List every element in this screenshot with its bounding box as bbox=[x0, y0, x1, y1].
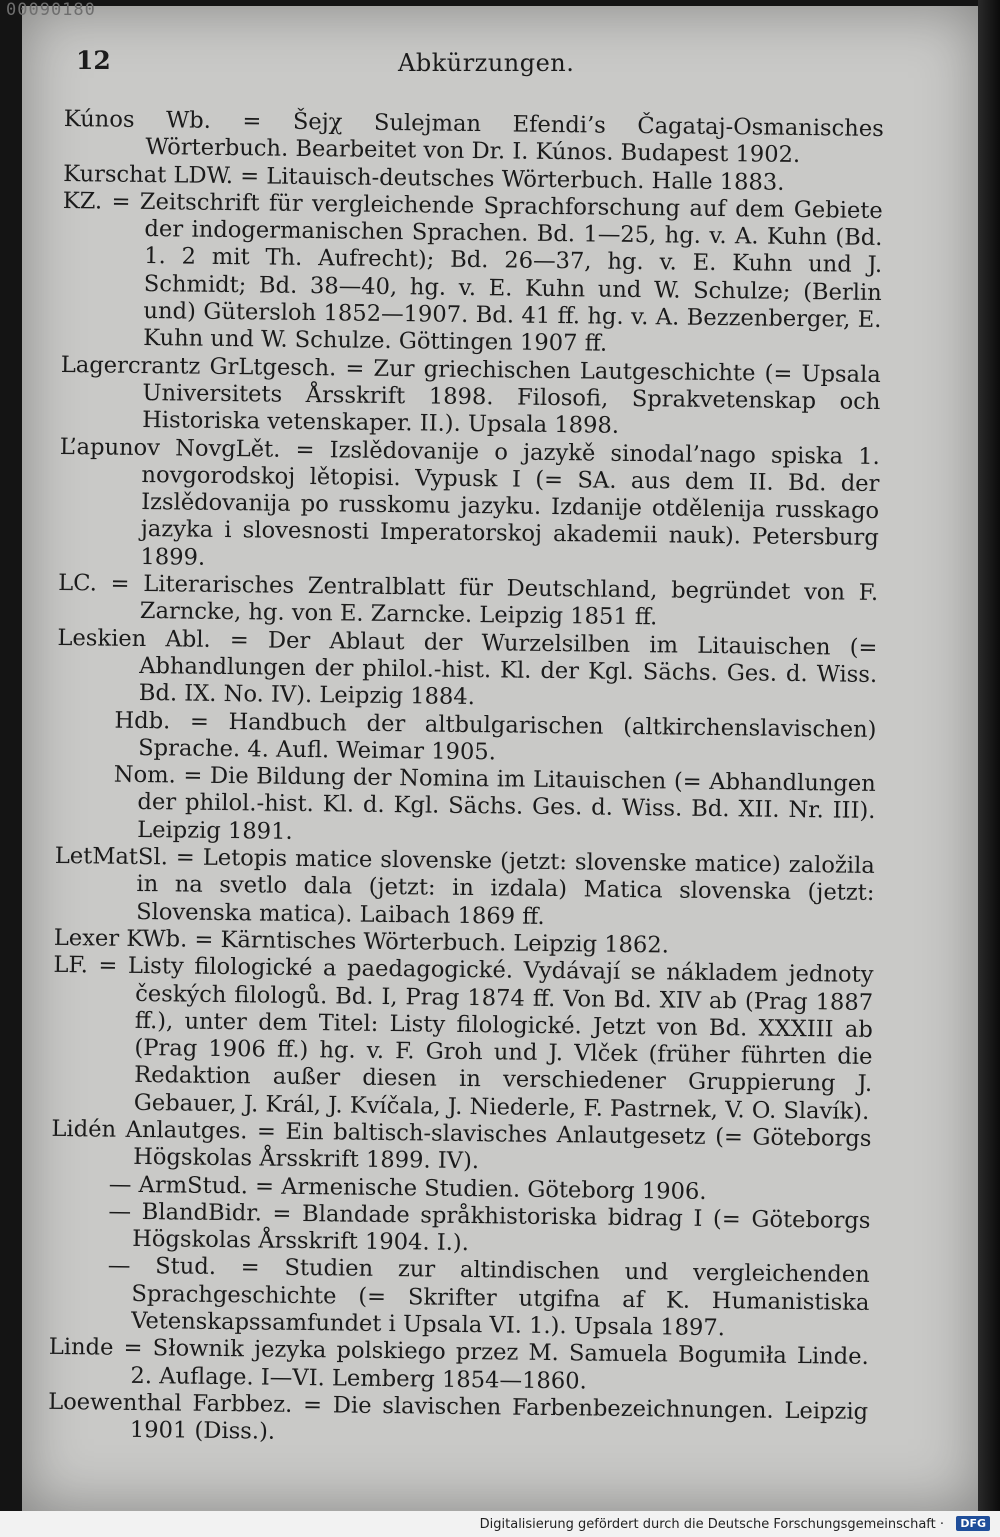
list-item: Nom. = Die Bildung der Nomina im Litauischen (= Abhandlungen der philol.-hist. Kl. d. Kgl. Sächs. Ges. d. Wiss. Bd. XII. Nr. III). Leipzig 1891. bbox=[113, 761, 876, 845]
list-item: Leskien Abl. = Der Ablaut der Wurzelsilben im Litauischen (= Abhandlungen der philol.-hist. Kl. der Kgl. Sächs. Ges. d. Wiss. Bd. IX. No. IV). Leipzig 1884. bbox=[57, 624, 878, 711]
list-item: — ArmStud. = Armenische Studien. Göteborg 1906. bbox=[108, 1171, 707, 1205]
list-item: LF. = Listy filologické a paedagogické. Vydávají se nákladem jednoty českých filologů. Bd. I, Prag 1874 ff. Von Bd. XIV ab (Prag 1887 ff.), unter dem Titel: Listy filologické. Jetzt von Bd. XXXIII ab (Prag 1906 ff.) hg. v. F. Groh und J. Vlček (früher führten die Redaktion außer diesen in verschiedener Gruppierung J. Gebauer, J. Král, J. Kvíčala, J. Niederle, F. Pastrnek, V. O. Slavík). bbox=[53, 952, 874, 1125]
list-item: Linde = Słownik jezyka polskiego przez M. Samuela Bogumiła Linde. 2. Auflage. I—VI. Lemberg 1854—1860. bbox=[48, 1334, 869, 1395]
list-item: Lexer KWb. = Kärntisches Wörterbuch. Leipzig 1862. bbox=[53, 924, 670, 959]
list-item: Loewenthal Farbbez. = Die slavischen Farbenbezeichnungen. Leipzig 1901 (Diss.). bbox=[48, 1388, 869, 1445]
scan-edge bbox=[978, 0, 1000, 1537]
list-item: Kurschat LDW. = Litauisch-deutsches Wörterbuch. Halle 1883. bbox=[63, 160, 785, 196]
list-item: KZ. = Zeitschrift für vergleichende Sprachforschung auf dem Gebiete der indogermanischen Sprachen. Bd. 1—25, hg. v. A. Kuhn (Bd. 1. 2 mit Th. Aufrecht); Bd. 26—37, hg. v. E. Kuhn und J. Schmidt; Bd. 38—40, hg. v. E. Kuhn und W. Schulze; (Berlin und) Gütersloh 1852—1907. Bd. 41 ff. hg. v. A. Bezzenberger, E. Kuhn und W. Schulze. Göttingen 1907 ff. bbox=[62, 187, 883, 358]
list-item: L’apunov NovgLět. = Izslědovanije o jazykě sinodal’nago spiska 1. novgorodskoj lětopisi. Vypusk I (= SA. aus dem II. Bd. der Izslědovanija po russkomu jazyku. Izdanije otdělenija russkago jazyka i slovesnosti Imperatorskoj akademii nauk). Petersburg 1899. bbox=[59, 433, 880, 571]
page-number: 12 bbox=[76, 46, 111, 75]
list-item: Lagercrantz GrLtgesch. = Zur griechischen Lautgeschichte (= Upsala Universitets Årsskrift 1898. Filosofi, Sprakvetenskap och Historiska vetenskaper. II.). Upsala 1898. bbox=[60, 351, 881, 440]
list-item: Lidén Anlautges. = Ein baltisch-slavisches Anlautgesetz (= Göteborgs Högskolas Årsskrift 1899. IV). bbox=[51, 1115, 872, 1175]
footer-credit: Digitalisierung gefördert durch die Deutsche Forschungsgemeinschaft · bbox=[479, 1517, 944, 1532]
list-item: LC. = Literarisches Zentralblatt für Deutschland, begründet von F. Zarncke, hg. von E. Zarncke. Leipzig 1851 ff. bbox=[58, 570, 879, 631]
list-item: — BlandBidr. = Blandade språkhistoriska bidrag I (= Göteborgs Högskolas Årsskrift 1904. I.). bbox=[108, 1198, 871, 1257]
page-title: Abkürzungen. bbox=[398, 49, 575, 77]
list-item: Hdb. = Handbuch der altbulgarischen (altkirchenslavischen) Sprache. 4. Aufl. Weimar 1905. bbox=[114, 707, 877, 766]
dfg-logo-icon: DFG bbox=[956, 1516, 990, 1531]
scan-id: 00090180 bbox=[6, 0, 96, 20]
footer bbox=[0, 1511, 1000, 1537]
list-item: — Stud. = Studien zur altindischen und vergleichenden Sprachgeschichte (= Skrifter utgifna af K. Humanistiska Vetenskapssamfundet i Upsala VI. 1.). Upsala 1897. bbox=[107, 1253, 870, 1342]
book-page bbox=[22, 6, 980, 1511]
list-item: LetMatSl. = Letopis matice slovenske (jetzt: slovenske matice) založila in na svetlo dala (jetzt: in izdala) Matica slovenska (jetzt: Slovenska matica). Laibach 1869 ff. bbox=[54, 842, 875, 930]
abbreviation-list bbox=[48, 106, 884, 1453]
list-item: Kúnos Wb. = Šejχ Sulejman Efendi’s Čagataj-Osmanisches Wörterbuch. Bearbeitet von Dr. I. Kúnos. Budapest 1902. bbox=[63, 106, 884, 169]
